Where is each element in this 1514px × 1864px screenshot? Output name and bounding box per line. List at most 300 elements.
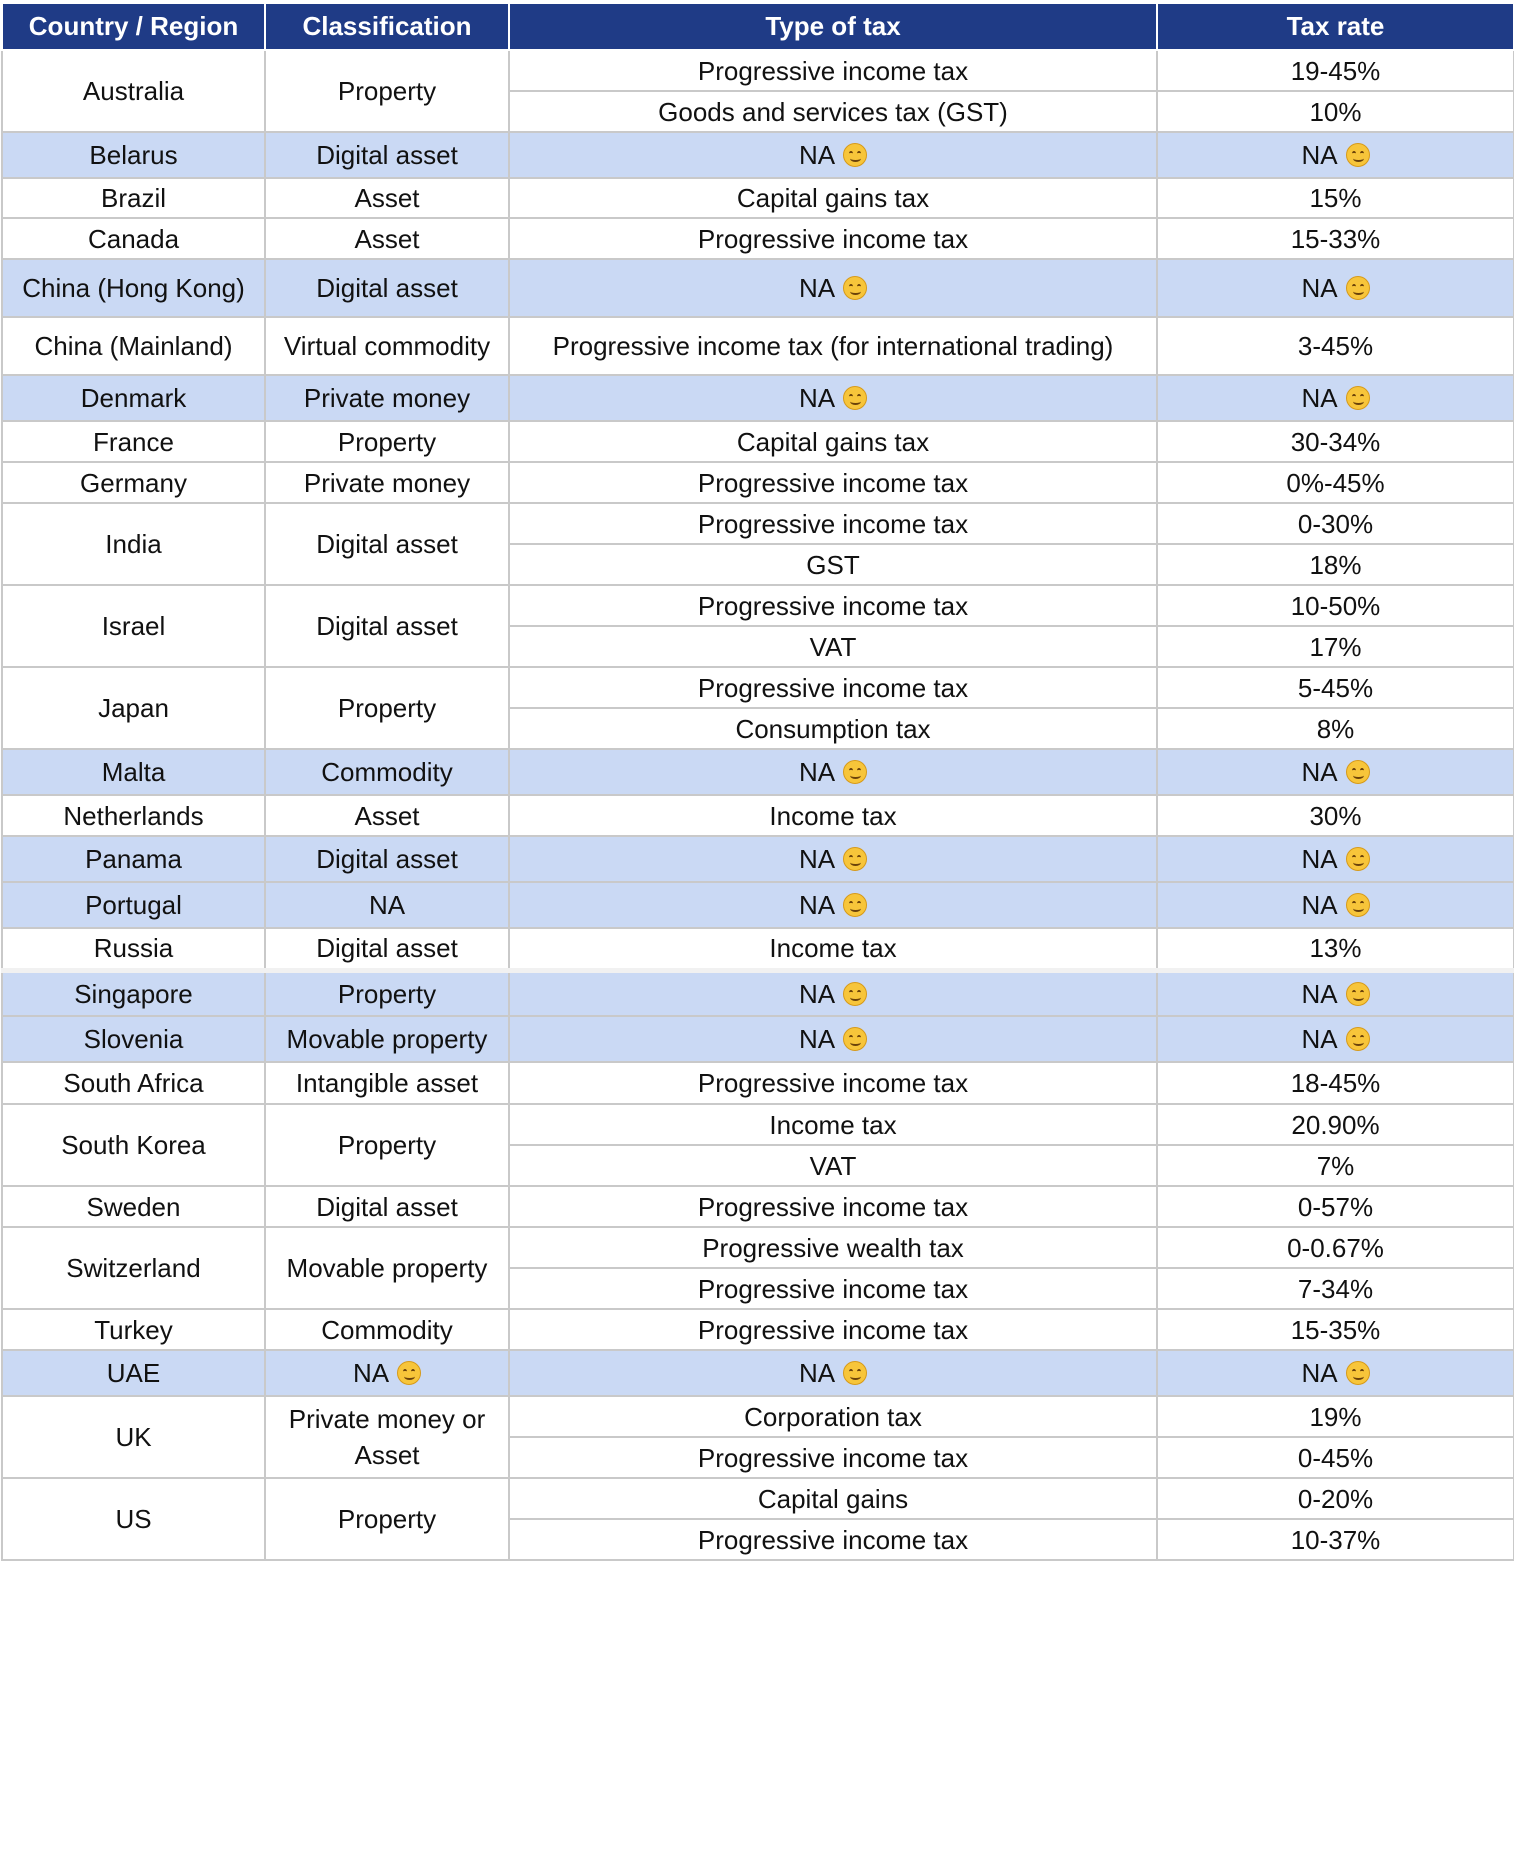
table-row xyxy=(2,317,1514,375)
classification-cell-text: Asset xyxy=(354,183,420,213)
tax-type-cell-text: Progressive income tax xyxy=(697,1191,969,1222)
classification-cell-text: Asset xyxy=(354,800,420,831)
table-row xyxy=(2,928,1514,970)
country-cell xyxy=(2,1478,265,1560)
smiling-face-icon xyxy=(1346,276,1370,300)
classification-cell xyxy=(265,462,509,503)
classification-cell xyxy=(265,1186,509,1227)
country-cell xyxy=(2,178,265,218)
country-cell-text: South Africa xyxy=(63,1068,204,1098)
country-cell xyxy=(2,1309,265,1350)
tax-rate-cell-text: 30% xyxy=(1309,800,1362,831)
smiling-face-icon xyxy=(843,1027,867,1051)
tax-type-cell-text: Consumption tax xyxy=(735,713,931,744)
classification-cell xyxy=(265,259,509,317)
classification-cell xyxy=(265,375,509,421)
country-cell-text: China (Hong Kong) xyxy=(22,273,245,303)
classification-cell-text: Digital asset xyxy=(316,140,458,170)
table-row xyxy=(2,1478,1514,1519)
classification-cell xyxy=(265,132,509,178)
tax-type-cell-text: VAT xyxy=(809,631,857,662)
tax-rate-cell xyxy=(1157,970,1514,1016)
table-row xyxy=(2,1186,1514,1227)
tax-rate-cell xyxy=(1157,1478,1514,1519)
tax-type-cell-text: Progressive income tax xyxy=(697,223,969,254)
tax-type-cell xyxy=(509,1186,1157,1227)
country-cell-text: Denmark xyxy=(80,383,187,413)
table-header-row xyxy=(2,3,1514,50)
country-cell xyxy=(2,749,265,795)
tax-rate-cell-text: 15-35% xyxy=(1290,1314,1381,1345)
tax-rate-cell-text: NA xyxy=(1301,140,1338,170)
tax-rate-cell xyxy=(1157,503,1514,544)
tax-rate-cell-text: NA xyxy=(1301,757,1338,787)
country-cell-text: Turkey xyxy=(94,1314,173,1345)
classification-cell xyxy=(265,50,509,132)
tax-rate-cell xyxy=(1157,1186,1514,1227)
table-row xyxy=(2,259,1514,317)
table-row xyxy=(2,1062,1514,1104)
classification-cell xyxy=(265,178,509,218)
tax-type-cell xyxy=(509,1062,1157,1104)
tax-rate-cell-text: NA xyxy=(1301,844,1338,874)
table-row xyxy=(2,795,1514,836)
country-cell-text: France xyxy=(93,426,174,457)
classification-cell xyxy=(265,218,509,259)
tax-type-cell xyxy=(509,626,1157,667)
tax-rate-cell xyxy=(1157,928,1514,970)
tax-type-cell xyxy=(509,585,1157,626)
classification-cell xyxy=(265,1350,509,1396)
tax-type-cell xyxy=(509,708,1157,749)
tax-rate-cell xyxy=(1157,132,1514,178)
tax-rate-cell-text: 10% xyxy=(1309,96,1362,127)
table-row xyxy=(2,970,1514,1016)
tax-type-cell xyxy=(509,1519,1157,1560)
country-cell-text: Brazil xyxy=(100,183,166,213)
tax-rate-cell xyxy=(1157,1519,1514,1560)
country-cell-text: Sweden xyxy=(86,1191,181,1222)
tax-rate-cell-text: 17% xyxy=(1309,631,1362,662)
tax-rate-cell-text: 7% xyxy=(1316,1150,1355,1181)
country-cell xyxy=(2,375,265,421)
classification-cell-text: NA xyxy=(368,890,406,920)
country-cell-text: Portugal xyxy=(85,890,182,920)
table-row xyxy=(2,462,1514,503)
classification-cell xyxy=(265,749,509,795)
country-cell xyxy=(2,1186,265,1227)
classification-cell xyxy=(265,585,509,667)
country-cell xyxy=(2,1104,265,1186)
classification-cell-text: Commodity xyxy=(321,1314,453,1345)
tax-type-cell-text: Income tax xyxy=(769,933,897,964)
classification-cell xyxy=(265,928,509,970)
tax-rate-cell-text: 0-20% xyxy=(1297,1483,1374,1514)
classification-cell-text: Commodity xyxy=(321,757,453,787)
tax-type-cell-text: GST xyxy=(806,549,860,580)
tax-rate-cell-text: 3-45% xyxy=(1297,331,1374,361)
country-cell xyxy=(2,1062,265,1104)
tax-type-cell-text: Progressive income tax (for international trading) xyxy=(552,331,1114,361)
table-body xyxy=(2,50,1514,1560)
smiling-face-icon xyxy=(1346,1027,1370,1051)
tax-type-cell xyxy=(509,1227,1157,1268)
smiling-face-icon xyxy=(1346,847,1370,871)
table-row xyxy=(2,1396,1514,1437)
table-row xyxy=(2,1104,1514,1145)
tax-type-cell xyxy=(509,421,1157,462)
tax-type-cell xyxy=(509,503,1157,544)
classification-cell xyxy=(265,1396,509,1478)
smiling-face-icon xyxy=(843,143,867,167)
country-cell xyxy=(2,836,265,882)
tax-rate-cell-text: NA xyxy=(1301,1024,1338,1054)
tax-rate-cell xyxy=(1157,1396,1514,1437)
country-cell-text: Singapore xyxy=(74,978,193,1009)
tax-rate-cell-text: 0-57% xyxy=(1297,1191,1374,1222)
tax-type-cell-text: Progressive income tax xyxy=(697,1068,969,1098)
tax-type-cell-text: Income tax xyxy=(769,800,897,831)
tax-type-cell xyxy=(509,259,1157,317)
tax-rate-cell-text: 18-45% xyxy=(1290,1068,1381,1098)
tax-rate-cell xyxy=(1157,91,1514,132)
country-cell-text: Slovenia xyxy=(83,1024,184,1054)
tax-rate-cell-text: 0-45% xyxy=(1297,1442,1374,1473)
tax-type-cell-text: Progressive income tax xyxy=(697,672,969,703)
tax-rate-cell xyxy=(1157,317,1514,375)
country-cell xyxy=(2,132,265,178)
country-cell-text: Israel xyxy=(101,611,166,641)
classification-cell xyxy=(265,1478,509,1560)
tax-rate-cell xyxy=(1157,1350,1514,1396)
country-cell xyxy=(2,882,265,928)
country-cell-text: Belarus xyxy=(89,140,178,170)
country-cell xyxy=(2,1396,265,1478)
classification-cell xyxy=(265,1104,509,1186)
tax-type-cell xyxy=(509,749,1157,795)
tax-rate-cell-text: 15-33% xyxy=(1290,223,1381,254)
country-cell-text: US xyxy=(115,1504,152,1534)
classification-cell-text: Digital asset xyxy=(316,933,458,964)
tax-rate-cell xyxy=(1157,1227,1514,1268)
tax-rate-cell-text: 0%-45% xyxy=(1286,467,1385,498)
tax-type-cell-text: Corporation tax xyxy=(744,1401,922,1432)
country-cell xyxy=(2,667,265,749)
country-cell xyxy=(2,421,265,462)
classification-cell-text: Property xyxy=(337,426,437,457)
header-classification: Classification xyxy=(265,3,509,50)
country-cell-text: UK xyxy=(115,1422,152,1452)
country-cell-text: Japan xyxy=(98,693,169,723)
smiling-face-icon xyxy=(1346,143,1370,167)
tax-rate-cell-text: 19-45% xyxy=(1290,55,1381,86)
classification-cell-text: Private money xyxy=(303,383,471,413)
classification-cell xyxy=(265,1309,509,1350)
classification-cell-text: Property xyxy=(337,1130,437,1160)
classification-cell xyxy=(265,882,509,928)
tax-type-cell xyxy=(509,1309,1157,1350)
tax-rate-cell-text: 15% xyxy=(1309,183,1362,213)
classification-cell xyxy=(265,836,509,882)
country-cell-text: South Korea xyxy=(61,1130,206,1160)
table-row xyxy=(2,178,1514,218)
table-row xyxy=(2,50,1514,91)
classification-cell xyxy=(265,317,509,375)
country-cell-text: Malta xyxy=(101,757,166,787)
tax-type-cell-text: NA xyxy=(798,1358,836,1388)
table-row xyxy=(2,503,1514,544)
classification-cell-text: Asset xyxy=(354,223,420,254)
tax-rate-cell xyxy=(1157,1309,1514,1350)
table-row xyxy=(2,667,1514,708)
tax-type-cell-text: Income tax xyxy=(769,1109,897,1140)
tax-type-cell xyxy=(509,836,1157,882)
tax-rate-cell-text: 0-30% xyxy=(1297,508,1374,539)
tax-type-cell-text: Progressive income tax xyxy=(697,1442,969,1473)
tax-rate-cell xyxy=(1157,882,1514,928)
classification-cell xyxy=(265,667,509,749)
tax-type-cell-text: NA xyxy=(798,273,836,303)
smiling-face-icon xyxy=(843,276,867,300)
classification-cell-text: Digital asset xyxy=(316,529,458,559)
tax-type-cell xyxy=(509,375,1157,421)
tax-type-cell-text: NA xyxy=(798,383,836,413)
classification-cell xyxy=(265,1062,509,1104)
country-cell xyxy=(2,50,265,132)
country-cell-text: Germany xyxy=(80,467,187,498)
country-cell-text: Switzerland xyxy=(66,1253,201,1283)
country-cell xyxy=(2,1016,265,1062)
tax-rate-cell-text: 13% xyxy=(1309,933,1362,964)
country-cell xyxy=(2,259,265,317)
tax-rate-cell-text: NA xyxy=(1301,978,1338,1009)
tax-rate-cell xyxy=(1157,375,1514,421)
smiling-face-icon xyxy=(397,1361,421,1385)
tax-rate-cell-text: 20.90% xyxy=(1291,1109,1380,1140)
smiling-face-icon xyxy=(843,386,867,410)
tax-rate-cell-text: 30-34% xyxy=(1290,426,1381,457)
tax-type-cell xyxy=(509,50,1157,91)
country-cell xyxy=(2,1227,265,1309)
tax-type-cell-text: NA xyxy=(798,757,836,787)
tax-rate-cell xyxy=(1157,1268,1514,1309)
country-cell xyxy=(2,218,265,259)
table-row xyxy=(2,749,1514,795)
tax-type-cell-text: Capital gains tax xyxy=(736,426,930,457)
tax-rate-cell-text: 5-45% xyxy=(1297,672,1374,703)
tax-rate-cell xyxy=(1157,708,1514,749)
tax-rate-cell xyxy=(1157,667,1514,708)
tax-rate-cell xyxy=(1157,259,1514,317)
tax-type-cell xyxy=(509,1104,1157,1145)
country-cell xyxy=(2,503,265,585)
crypto-tax-table xyxy=(1,2,1514,1561)
tax-type-cell-text: Progressive income tax xyxy=(697,590,969,621)
tax-type-cell-text: Progressive income tax xyxy=(697,467,969,498)
classification-cell xyxy=(265,503,509,585)
classification-cell-text: Private money or Asset xyxy=(288,1404,486,1470)
tax-rate-cell-text: NA xyxy=(1301,273,1338,303)
table-row xyxy=(2,375,1514,421)
header-type-of-tax: Type of tax xyxy=(509,3,1157,50)
classification-cell xyxy=(265,1016,509,1062)
tax-type-cell-text: VAT xyxy=(809,1150,857,1181)
classification-cell-text: Digital asset xyxy=(316,273,458,303)
country-cell-text: Russia xyxy=(93,933,174,964)
classification-cell-text: Movable property xyxy=(286,1253,488,1283)
tax-type-cell-text: Goods and services tax (GST) xyxy=(658,96,1008,127)
country-cell xyxy=(2,795,265,836)
tax-type-cell xyxy=(509,1016,1157,1062)
tax-rate-cell xyxy=(1157,795,1514,836)
smiling-face-icon xyxy=(1346,760,1370,784)
tax-rate-cell xyxy=(1157,462,1514,503)
tax-rate-cell xyxy=(1157,1062,1514,1104)
tax-type-cell-text: Capital gains tax xyxy=(736,183,930,213)
tax-type-cell-text: Progressive income tax xyxy=(697,1273,969,1304)
tax-type-cell-text: NA xyxy=(798,844,836,874)
tax-type-cell xyxy=(509,882,1157,928)
country-cell xyxy=(2,585,265,667)
table-row xyxy=(2,836,1514,882)
country-cell xyxy=(2,462,265,503)
country-cell-text: UAE xyxy=(106,1358,161,1388)
tax-type-cell-text: Progressive income tax xyxy=(697,508,969,539)
country-cell xyxy=(2,317,265,375)
tax-type-cell-text: NA xyxy=(798,140,836,170)
classification-cell-text: Digital asset xyxy=(316,1191,458,1222)
tax-rate-cell-text: 19% xyxy=(1309,1401,1362,1432)
tax-type-cell-text: NA xyxy=(798,890,836,920)
tax-rate-cell xyxy=(1157,585,1514,626)
smiling-face-icon xyxy=(1346,893,1370,917)
country-cell-text: Australia xyxy=(82,76,185,106)
tax-type-cell xyxy=(509,178,1157,218)
country-cell xyxy=(2,970,265,1016)
smiling-face-icon xyxy=(843,982,867,1006)
classification-cell-text: Property xyxy=(337,76,437,106)
tax-type-cell-text: NA xyxy=(798,1024,836,1054)
table-row xyxy=(2,132,1514,178)
tax-rate-cell-text: NA xyxy=(1301,890,1338,920)
tax-type-cell xyxy=(509,218,1157,259)
classification-cell-text: Property xyxy=(337,978,437,1009)
table-row xyxy=(2,421,1514,462)
tax-rate-cell-text: 10-50% xyxy=(1290,590,1381,621)
classification-cell xyxy=(265,795,509,836)
table-row xyxy=(2,1016,1514,1062)
tax-type-cell xyxy=(509,1396,1157,1437)
smiling-face-icon xyxy=(843,1361,867,1385)
table-row xyxy=(2,1350,1514,1396)
tax-type-cell xyxy=(509,317,1157,375)
tax-rate-cell-text: 7-34% xyxy=(1297,1273,1374,1304)
tax-rate-cell xyxy=(1157,178,1514,218)
tax-rate-cell-text: NA xyxy=(1301,383,1338,413)
tax-type-cell xyxy=(509,1350,1157,1396)
smiling-face-icon xyxy=(843,760,867,784)
tax-rate-cell-text: NA xyxy=(1301,1358,1338,1388)
tax-rate-cell xyxy=(1157,218,1514,259)
classification-cell-text: Movable property xyxy=(286,1024,488,1054)
classification-cell-text: Private money xyxy=(303,467,471,498)
table-row xyxy=(2,585,1514,626)
smiling-face-icon xyxy=(843,893,867,917)
tax-rate-cell xyxy=(1157,1016,1514,1062)
tax-type-cell xyxy=(509,795,1157,836)
country-cell xyxy=(2,928,265,970)
tax-type-cell xyxy=(509,1478,1157,1519)
country-cell-text: India xyxy=(105,529,162,559)
classification-cell-text: Intangible asset xyxy=(295,1068,479,1098)
classification-cell-text: Property xyxy=(337,1504,437,1534)
tax-rate-cell xyxy=(1157,1104,1514,1145)
tax-rate-cell xyxy=(1157,544,1514,585)
tax-rate-cell-text: 0-0.67% xyxy=(1287,1232,1384,1263)
table-row xyxy=(2,218,1514,259)
tax-type-cell-text: Progressive wealth tax xyxy=(702,1232,964,1263)
classification-cell xyxy=(265,1227,509,1309)
classification-cell-text: Digital asset xyxy=(316,844,458,874)
tax-type-cell xyxy=(509,132,1157,178)
tax-rate-cell-text: 8% xyxy=(1316,713,1355,744)
header-tax-rate: Tax rate xyxy=(1157,3,1514,50)
tax-type-cell xyxy=(509,1145,1157,1186)
tax-type-cell xyxy=(509,544,1157,585)
tax-rate-cell xyxy=(1157,421,1514,462)
tax-type-cell xyxy=(509,970,1157,1016)
tax-type-cell xyxy=(509,1437,1157,1478)
tax-type-cell-text: Progressive income tax xyxy=(697,55,969,86)
classification-cell-text: NA xyxy=(352,1358,390,1388)
country-cell xyxy=(2,1350,265,1396)
tax-type-cell xyxy=(509,462,1157,503)
tax-rate-cell xyxy=(1157,1145,1514,1186)
country-cell-text: Netherlands xyxy=(63,800,204,831)
smiling-face-icon xyxy=(1346,1361,1370,1385)
tax-rate-cell xyxy=(1157,1437,1514,1478)
table-row xyxy=(2,1309,1514,1350)
tax-type-cell xyxy=(509,667,1157,708)
country-cell-text: Panama xyxy=(85,844,182,874)
tax-type-cell-text: Progressive income tax xyxy=(697,1314,969,1345)
country-cell-text: Canada xyxy=(87,223,180,254)
table-row xyxy=(2,1227,1514,1268)
tax-rate-cell xyxy=(1157,50,1514,91)
tax-type-cell xyxy=(509,928,1157,970)
tax-rate-cell-text: 18% xyxy=(1309,549,1362,580)
tax-type-cell-text: Capital gains xyxy=(757,1483,909,1514)
tax-type-cell-text: Progressive income tax xyxy=(697,1524,969,1555)
classification-cell-text: Digital asset xyxy=(316,611,458,641)
tax-rate-cell xyxy=(1157,749,1514,795)
classification-cell-text: Virtual commodity xyxy=(283,331,491,361)
classification-cell xyxy=(265,970,509,1016)
tax-type-cell-text: NA xyxy=(798,978,836,1009)
header-country: Country / Region xyxy=(2,3,265,50)
tax-type-cell xyxy=(509,1268,1157,1309)
table-row xyxy=(2,882,1514,928)
tax-rate-cell xyxy=(1157,836,1514,882)
tax-rate-cell xyxy=(1157,626,1514,667)
tax-rate-cell-text: 10-37% xyxy=(1290,1524,1381,1555)
classification-cell xyxy=(265,421,509,462)
smiling-face-icon xyxy=(1346,982,1370,1006)
classification-cell-text: Property xyxy=(337,693,437,723)
smiling-face-icon xyxy=(1346,386,1370,410)
tax-type-cell xyxy=(509,91,1157,132)
smiling-face-icon xyxy=(843,847,867,871)
